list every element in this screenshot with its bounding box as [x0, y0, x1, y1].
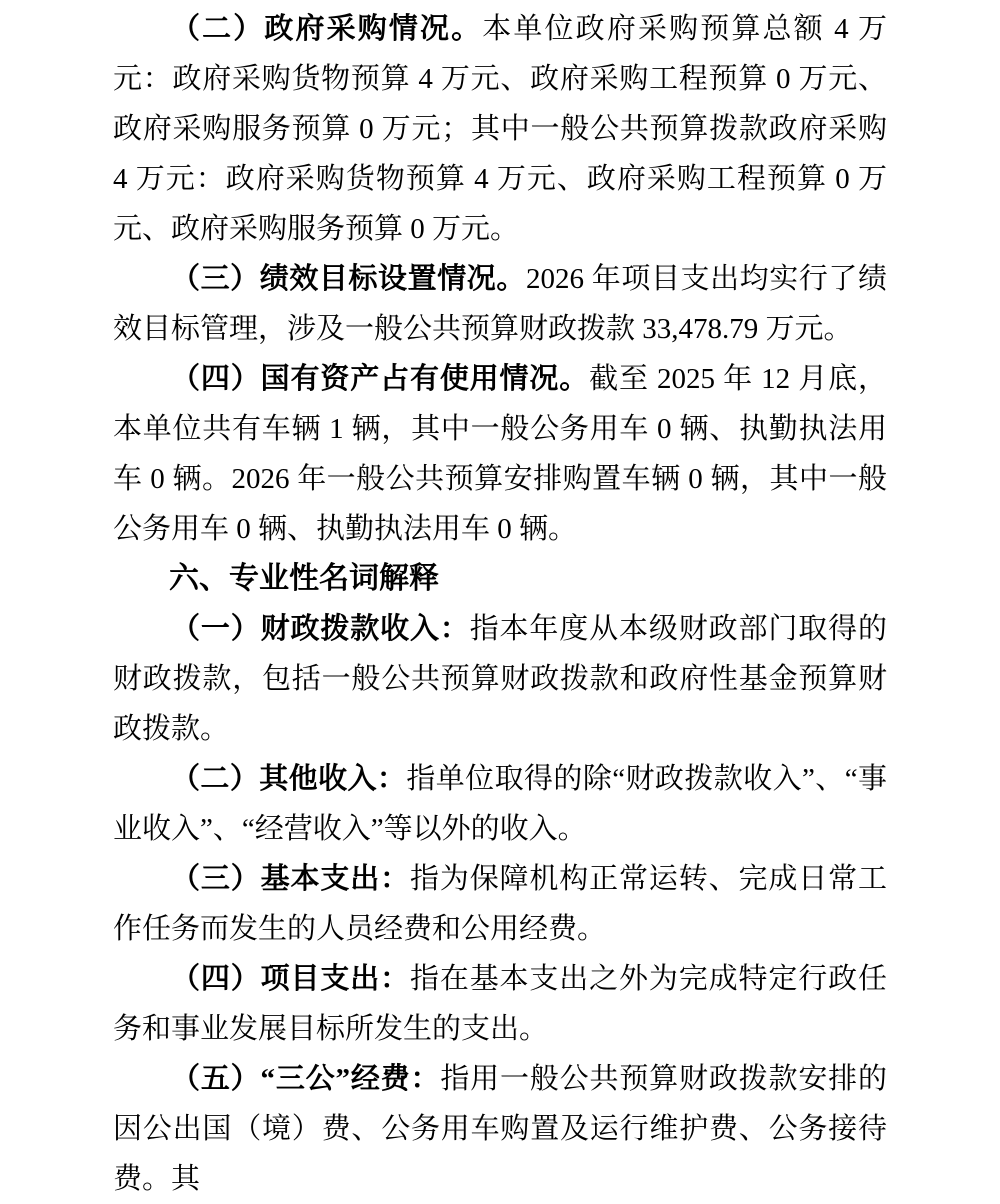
paragraph — [113, 754, 887, 854]
paragraph-lead: （五）“三公”经费： — [171, 1063, 441, 1095]
paragraph-text: 指单位取得的除“财政拨款收入”、“事业收入”、“经营收入”等以外的收入。 — [113, 763, 887, 845]
paragraph — [113, 954, 887, 1054]
paragraph — [113, 254, 887, 354]
paragraph — [113, 1054, 887, 1204]
paragraph-text: 指用一般公共预算财政拨款安排的因公出国（境）费、公务用车购置及运行维护费、公务接待费。其 — [113, 1063, 887, 1195]
paragraph-lead: （三）基本支出： — [171, 863, 410, 895]
paragraph-text: 指在基本支出之外为完成特定行政任务和事业发展目标所发生的支出。 — [113, 963, 887, 1045]
paragraph-text: 2026 年项目支出均实行了绩效目标管理，涉及一般公共预算财政拨款 33,478.79 万元。 — [113, 263, 887, 345]
paragraph — [113, 854, 887, 954]
paragraph-lead: （二）其他收入： — [171, 763, 407, 795]
document-body — [113, 4, 887, 1204]
paragraph-text: 指本年度从本级财政部门取得的财政拨款，包括一般公共预算财政拨款和政府性基金预算财政拨款。 — [113, 613, 887, 745]
paragraph-lead: （三）绩效目标设置情况。 — [171, 263, 526, 295]
section-heading: 六、专业性名词解释 — [169, 562, 439, 595]
paragraph-lead: （一）财政拨款收入： — [171, 613, 470, 645]
paragraph-lead: （四）国有资产占有使用情况。 — [171, 363, 590, 395]
paragraph — [113, 604, 887, 754]
paragraph-lead: （二）政府采购情况。 — [171, 13, 483, 45]
paragraph-text: 本单位政府采购预算总额 4 万元：政府采购货物预算 4 万元、政府采购工程预算 0 万元、政府采购服务预算 0 万元；其中一般公共预算拨款政府采购 4 万元：政府采购货物预算 4 万元、政府采购工程预算 0 万元、政府采购服务预算 0 万元。 — [113, 13, 887, 245]
paragraph — [113, 354, 887, 554]
paragraph — [113, 4, 887, 254]
paragraph-text: 指为保障机构正常运转、完成日常工作任务而发生的人员经费和公用经费。 — [113, 863, 887, 945]
paragraph-lead: （四）项目支出： — [171, 963, 410, 995]
paragraph-text: 截至 2025 年 12 月底，本单位共有车辆 1 辆，其中一般公务用车 0 辆、执勤执法用车 0 辆。2026 年一般公共预算安排购置车辆 0 辆，其中一般公务用车 0 辆、执勤执法用车 0 辆。 — [113, 363, 887, 545]
